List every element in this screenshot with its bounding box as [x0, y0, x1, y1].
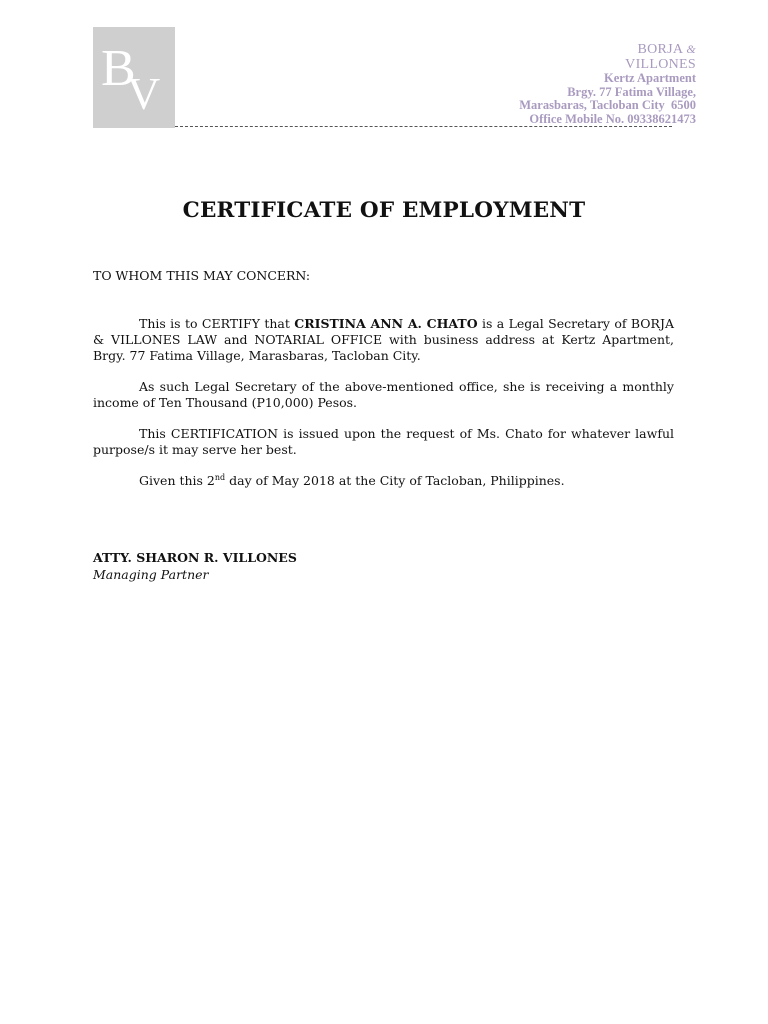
date-paragraph: Given this 2nd day of May 2018 at the City of Tacloban, Philippines.	[139, 472, 565, 488]
firm-header	[519, 42, 696, 126]
firm-logo	[93, 27, 175, 128]
signatory-name: ATTY. SHARON R. VILLONES	[93, 550, 297, 565]
firm-name-line1: BORJA &	[637, 42, 696, 57]
address-line-2: Brgy. 77 Fatima Village,	[567, 84, 696, 99]
svg-text:V: V	[127, 68, 161, 119]
purpose-paragraph: This CERTIFICATION is issued upon the request of Ms. Chato for whatever lawful purpose/s it may serve her best.	[93, 426, 674, 457]
document-title: CERTIFICATE OF EMPLOYMENT	[182, 198, 586, 223]
income-paragraph: As such Legal Secretary of the above-mentioned office, she is receiving a monthly income of Ten Thousand (P10,000) Pesos.	[93, 379, 674, 410]
address-line-3: Marasbaras, Tacloban City 6500	[519, 98, 696, 112]
firm-name-line2: VILLONES	[625, 57, 696, 72]
address-line-1: Kertz Apartment	[604, 71, 696, 85]
header-divider	[175, 126, 672, 127]
ampersand-glyph: &	[686, 42, 696, 56]
office-mobile: Office Mobile No. 09338621473	[529, 111, 696, 126]
signatory-title: Managing Partner	[93, 567, 209, 582]
certification-paragraph: This is to CERTIFY that CRISTINA ANN A. CHATO is a Legal Secretary of BORJA & VILLONES LAW and NOTARIAL OFFICE with business address at Kertz Apartment, Brgy. 77 Fatima Village, Marasbaras, Tacloban City.	[93, 316, 674, 363]
employee-name: CRISTINA ANN A. CHATO	[294, 316, 478, 331]
svg-text:B: B	[101, 40, 136, 97]
bv-monogram-icon	[93, 27, 175, 128]
salutation: TO WHOM THIS MAY CONCERN:	[93, 268, 311, 283]
